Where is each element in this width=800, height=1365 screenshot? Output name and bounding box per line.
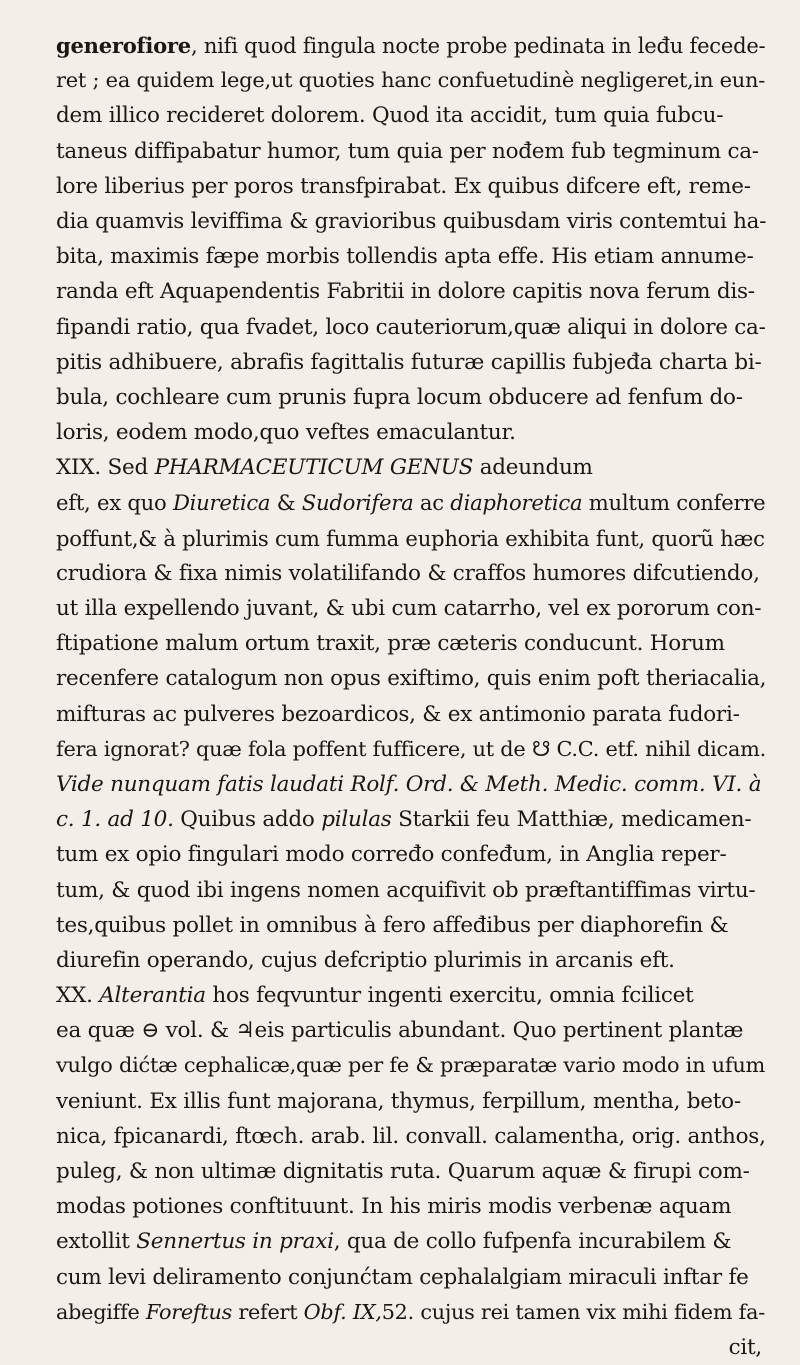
text-segment: multum conferre: [582, 490, 766, 516]
text-line: [56, 450, 766, 485]
text-segment: dem illico recideret dolorem. Quod ita accidit, tum quia fubcu-: [56, 103, 724, 129]
text-line: [56, 380, 766, 415]
text-line: [56, 873, 766, 908]
text-line: [56, 626, 766, 661]
text-segment: crudiora & fixa nimis volatilifando & craffos humores difcutiendo,: [56, 560, 760, 586]
text-line: [56, 63, 766, 98]
text-line: [56, 98, 766, 133]
text-line: [56, 732, 766, 767]
text-line: [56, 204, 766, 239]
text-segment: ut illa expellendo juvant, & ubi cum catarrho, vel ex pororum con-: [56, 596, 762, 621]
text-line: [56, 415, 766, 450]
text-segment: , qua de collo fufpenfa incurabilem &: [333, 1229, 732, 1255]
text-line: [56, 908, 766, 943]
text-segment: vulgo dićtæ cephalicæ,quæ per fe & præparatæ vario modo in ufum: [56, 1053, 766, 1078]
text-line: [56, 1295, 766, 1330]
text-segment: Sudorifera: [301, 490, 414, 516]
text-segment: ftipatione malum ortum traxit, præ cæteris conducunt. Horum: [56, 631, 725, 657]
text-line: [56, 837, 766, 872]
text-line: [56, 1154, 766, 1189]
text-segment: tes,quibus pollet in omnibus à fero affeđibus per diaphorefin &: [56, 912, 729, 938]
text-segment: Vide nunquam fatis laudati Rolf. Ord. & Meth. Medic. comm. VI. à: [56, 771, 762, 797]
text-segment: , nifi quod fingula nocte probe pedinata in leđu fecede-: [190, 33, 766, 58]
text-segment: lore liberius per poros transfpirabat. Ex quibus difcere eft, reme-: [56, 173, 751, 199]
text-line: [56, 1189, 766, 1224]
text-line: [56, 274, 766, 309]
text-segment: PHARMACEUTICUM GENUS: [154, 455, 474, 481]
text-segment: cum levi deliramento conjunćtam cephalalgiam miraculi inftar fe: [56, 1264, 749, 1290]
text-segment: tum, & quod ibi ingens nomen acquifivit ob præftantiffimas virtu-: [56, 877, 756, 903]
catchword: cit,: [728, 1334, 762, 1360]
text-segment: eft, ex quo: [56, 490, 173, 516]
text-line: [56, 345, 766, 380]
text-segment: ea quæ ⊖ vol. & ♃eis particulis abundant. Quo pertinent plantæ: [56, 1018, 744, 1044]
text-segment: Diuretica: [172, 490, 271, 516]
text-line: [56, 134, 766, 169]
text-segment: c. 1. ad 10.: [56, 807, 174, 833]
text-line: [56, 485, 766, 520]
text-segment: diaphoretica: [450, 490, 583, 516]
text-segment: &: [270, 490, 302, 516]
text-segment: Obf. IX,: [303, 1299, 382, 1324]
text-line: [56, 1119, 766, 1154]
text-segment: mifturas ac pulveres bezoardicos, & ex antimonio parata fudori-: [56, 701, 740, 727]
text-block: [56, 28, 766, 1330]
text-segment: bula, cochleare cum prunis fupra locum obducere ad fenfum do-: [56, 384, 743, 410]
text-line: [56, 556, 766, 591]
text-segment: 52. cujus rei tamen vix mihi fidem fa-: [381, 1299, 765, 1324]
text-line: [56, 169, 766, 204]
text-line: [56, 943, 766, 978]
text-line: [56, 1084, 766, 1119]
text-segment: loris, eodem modo,quo veftes emaculantur.: [56, 420, 516, 446]
text-segment: dia quamvis leviffima & gravioribus quibusdam viris contemtui ha-: [56, 208, 766, 234]
text-segment: tum ex opio fingulari modo corređo confeđum, in Anglia reper-: [56, 842, 727, 868]
text-segment: puleg, & non ultimæ dignitatis ruta. Quarum aquæ & firupi com-: [56, 1159, 750, 1184]
text-line: [56, 310, 766, 345]
text-segment: pitis adhibuere, abrafis fagittalis futuræ capillis fubjeđa charta bi-: [56, 349, 762, 375]
text-segment: recenfere catalogum non opus exiftimo, quis enim poft theriacalia,: [56, 666, 766, 692]
text-segment: XX.: [56, 983, 100, 1009]
text-segment: XIX. Sed: [56, 455, 155, 481]
text-segment: abegiffe: [56, 1299, 146, 1324]
text-segment: fipandi ratio, qua fvadet, loco cauteriorum,quæ aliqui in dolore ca-: [56, 314, 766, 340]
text-segment: fera ignorat? quæ fola poffent fufficere, ut de ☋ C.C. etf. nihil dicam.: [56, 736, 766, 761]
text-segment: extollit: [56, 1229, 137, 1255]
text-segment: randa eft Aquapendentis Fabritii in dolore capitis nova ferum dis-: [56, 279, 755, 305]
text-line: [56, 28, 766, 63]
text-segment: modas potiones conftituunt. In his miris modis verbenæ aquam: [56, 1194, 732, 1220]
text-line: [56, 1260, 766, 1295]
text-line: [56, 802, 766, 837]
text-segment: ret ; ea quidem lege,ut quoties hanc confuetudinè negligeret,in eun-: [56, 68, 766, 93]
text-segment: poffunt,& à plurimis cum fumma euphoria exhibita funt, quorũ hæc: [56, 525, 765, 551]
text-segment: ac: [413, 490, 451, 516]
text-line: [56, 1224, 766, 1259]
text-line: [56, 591, 766, 626]
text-segment: adeundum: [473, 455, 593, 481]
text-segment: hos feqvuntur ingenti exercitu, omnia fcilicet: [205, 983, 694, 1009]
text-segment: refert: [231, 1299, 304, 1324]
text-segment: pilulas: [321, 807, 392, 833]
text-line: [56, 767, 766, 802]
text-line: [56, 239, 766, 274]
text-segment: Alterantia: [99, 983, 206, 1009]
text-segment: nica, fpicanardi, ftœch. arab. lil. convall. calamentha, orig. anthos,: [56, 1123, 766, 1149]
text-segment: bita, maximis fæpe morbis tollendis apta effe. His etiam annume-: [56, 244, 754, 270]
text-segment: Starkii feu Matthiæ, medicamen-: [391, 807, 752, 833]
text-segment: diurefin operando, cujus defcriptio plurimis in arcanis eft.: [56, 947, 675, 973]
text-segment: veniunt. Ex illis funt majorana, thymus, ferpillum, mentha, beto-: [56, 1088, 741, 1114]
text-segment: Quibus addo: [173, 807, 322, 833]
text-line: [56, 1048, 766, 1083]
text-line: [56, 978, 766, 1013]
text-segment: taneus diffipabatur humor, tum quia per nođem fub tegminum ca-: [56, 138, 759, 164]
text-line: [56, 521, 766, 556]
text-segment: Sennertus in praxi: [136, 1229, 334, 1255]
text-segment: Foreftus: [145, 1299, 232, 1324]
text-line: [56, 697, 766, 732]
text-line: [56, 1013, 766, 1048]
text-line: [56, 661, 766, 696]
text-segment: generofiore: [56, 33, 191, 58]
